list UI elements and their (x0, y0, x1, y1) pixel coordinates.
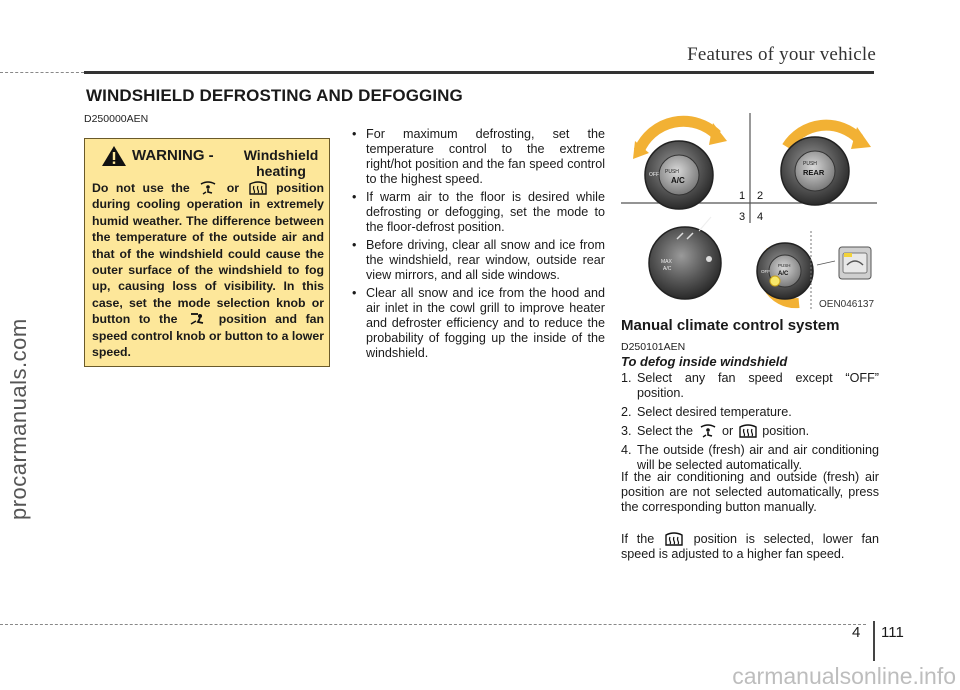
list-item (621, 371, 879, 401)
quadrant-label-3: 3 (739, 211, 746, 223)
defrost-icon (249, 181, 267, 195)
step-number: 3. (621, 424, 632, 438)
paragraph-2-text-a: If the (621, 532, 655, 546)
step-text: The outside (fresh) air and air conditioning will be selected automatically. (637, 443, 879, 472)
climate-control-figure (621, 113, 877, 309)
fan-knob (633, 121, 727, 209)
manual-paragraph-2 (621, 532, 879, 562)
mode-knob-max-label: MAX (661, 259, 672, 265)
list-item (621, 405, 879, 420)
header-rule (84, 71, 874, 74)
fan-push-knob-off-label: OFF (761, 269, 770, 274)
quadrant-label-4: 4 (757, 211, 764, 223)
mode-knob-ac-label: A/C (663, 266, 672, 272)
temp-knob (781, 125, 871, 205)
fan-knob-off-label: OFF (649, 172, 659, 178)
step-number: 1. (621, 371, 632, 385)
temp-knob-rear-label: REAR (803, 168, 825, 177)
footer-dotted-rule (0, 624, 866, 625)
step-text-a: Select the (637, 424, 694, 438)
step-text: Select desired temperature. (637, 405, 792, 419)
temp-knob-push-label: PUSH (803, 161, 817, 167)
chapter-number: 4 (852, 624, 861, 641)
section-title: WINDSHIELD DEFROSTING AND DEFOGGING (86, 86, 463, 105)
defrost-icon (665, 532, 683, 546)
warning-triangle-icon (101, 145, 127, 167)
footer-divider (873, 621, 875, 661)
warning-header (99, 144, 327, 184)
warning-text-part2: or (226, 181, 240, 195)
mode-knob (649, 217, 721, 299)
list-item: • If warm air to the floor is desired while defrosting or defogging, set the mode to the floor-defrost position. (351, 190, 605, 235)
manual-section-code: D250101AEN (621, 341, 686, 353)
manual-section-title: Manual climate control system (621, 317, 840, 334)
defog-subtitle: To defog inside windshield (621, 354, 788, 369)
fan-knob-push-label: PUSH (665, 169, 679, 175)
defrost-floor-icon (199, 181, 217, 195)
warning-text-part4: position and fan speed control knob or button to a lower speed. (92, 312, 325, 360)
step-text: Select any fan speed except “OFF” position. (637, 371, 879, 400)
quadrant-label-2: 2 (757, 190, 764, 202)
footer-watermark: carmanualsonline.info (732, 663, 956, 689)
list-item (621, 443, 879, 473)
warning-box (84, 138, 330, 367)
header-title: Features of your vehicle (687, 44, 876, 65)
header-dotted-rule (0, 72, 84, 73)
warning-text-part1: Do not use the (92, 181, 190, 195)
defrost-floor-mode-icon (188, 312, 208, 326)
paragraph-2-text-b: position is selected, lower fan speed is adjusted to a higher fan speed. (621, 532, 880, 561)
list-item: • For maximum defrosting, set the temperature control to the extreme right/hot position and the fan speed control to the highest speed. (351, 127, 605, 187)
step-number: 4. (621, 443, 632, 457)
figure-caption: OEN046137 (819, 299, 875, 310)
warning-subject: Windshield heating (243, 147, 319, 179)
climate-control-illustration (621, 113, 877, 309)
step-number: 2. (621, 405, 632, 419)
quadrant-label-1: 1 (739, 190, 746, 202)
defrost-icon (739, 424, 757, 438)
fan-knob-ac-label: A/C (671, 176, 685, 185)
defrost-floor-icon (699, 424, 717, 438)
manual-paragraph-1: If the air conditioning and outside (fresh) air position are not selected automatically, press the corresponding button manually. (621, 470, 879, 514)
fan-push-knob-push-label: PUSH (778, 263, 791, 268)
list-item: • Clear all snow and ice from the hood and air inlet in the cowl grill to improve heater and defroster efficiency and to reduce the probability of fogging up the inside of the windshield. (351, 286, 605, 361)
list-item: • Before driving, clear all snow and ice from the windshield, rear window, outside rear view mirrors, and all side windows. (351, 238, 605, 283)
step-text-c: position. (762, 424, 810, 438)
step-text-b: or (722, 424, 734, 438)
bullet-list (351, 127, 605, 364)
warning-label: WARNING - (132, 147, 214, 164)
fan-push-knob-ac-label: A/C (778, 271, 789, 277)
page-number: 111 (881, 624, 904, 641)
side-watermark: procarmanuals.com (6, 318, 31, 520)
warning-text (92, 180, 324, 360)
recirculation-button (839, 247, 871, 279)
warning-text-part3: position during cooling operation in extremely humid weather. The difference between the temperature of the outside air and that of the windshield could cause the outer surface of the windshield to fog up, causing loss of visibility. In this case, set the mode selection knob or button to the (92, 181, 324, 327)
section-code: D250000AEN (84, 113, 149, 125)
step-list (621, 371, 879, 477)
list-item (621, 424, 879, 439)
